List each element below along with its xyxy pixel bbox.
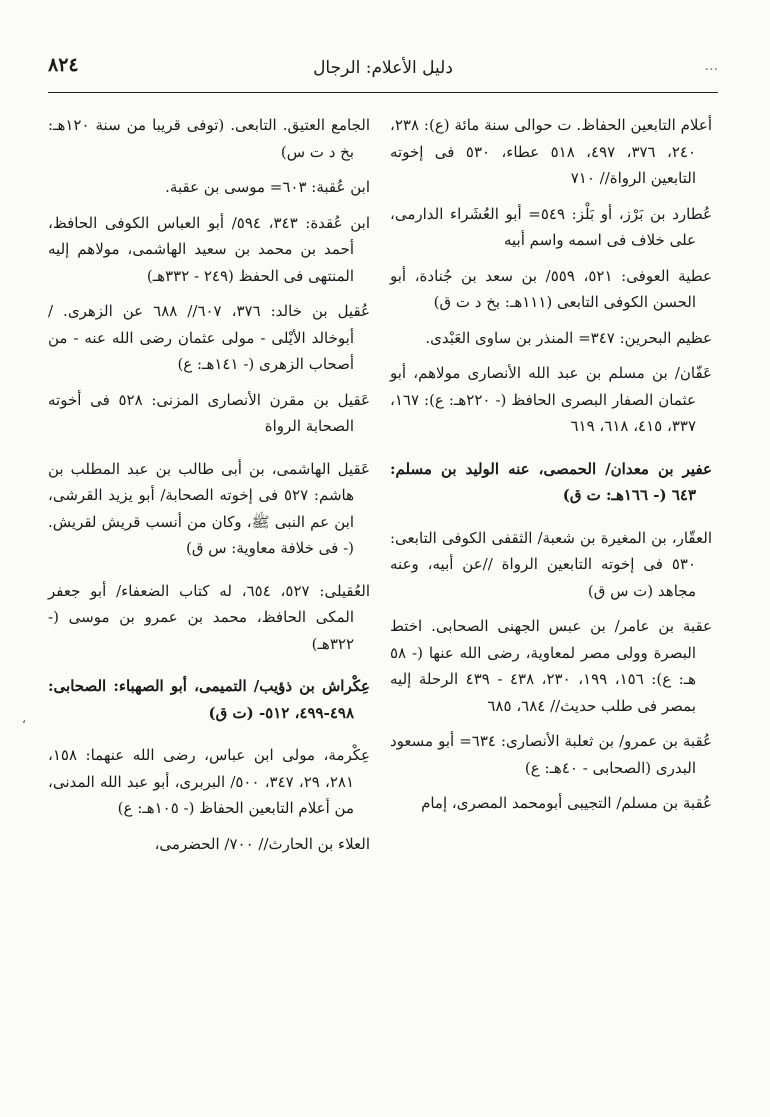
left-column: [48, 112, 370, 866]
index-entry: عطية العوفى: ٥٢١، ٥٥٩/ بن سعد بن جُنادة، أبو الحسن الكوفى التابعى (١١١هـ: بخ د ت ق): [390, 266, 712, 311]
margin-mark: ،: [22, 712, 26, 726]
index-entry: عِكْراش بن ذؤيب/ التميمى، أبو الصهباء: الصحابى: ٤٩٨-٤٩٩، ٥١٢- (ت ق): [48, 677, 370, 722]
index-entry: العلاء بن الحارث// ٧٠٠/ الحضرمى،: [154, 834, 370, 853]
index-entry: العُقيلى: ٥٢٧، ٦٥٤، له كتاب الضعفاء/ أبو جعفر المكى الحافظ، محمد بن عمرو بن موسى (- ٣٢٢هـ): [48, 581, 370, 653]
index-entry: عفير بن معدان/ الحمصى، عنه الوليد بن مسلم: ٦٤٣ (- ١٦٦هـ: ت ق): [390, 459, 712, 504]
index-entry: الجامع العتيق. التابعى. (توفى قريبا من سنة ١٢٠هـ: بخ د ت س): [48, 116, 370, 161]
index-entry: عَقيل بن مقرن الأنصارى المزنى: ٥٢٨ فى أخوته الصحابة الرواة: [48, 390, 370, 435]
index-entry: عُقبة بن مسلم/ التجيبى أبومحمد المصرى، إمام: [421, 794, 712, 812]
index-entry: عظيم البحرين: ٣٤٧= المنذر بن ساوى العَبْدى.: [425, 328, 712, 347]
header-rule: [48, 92, 718, 93]
right-column: [390, 112, 712, 826]
page-header: [48, 48, 718, 92]
index-entry: ابن عُقبة: ٦٠٣= موسى بن عقبة.: [165, 178, 370, 196]
index-entry: عَفّان/ بن مسلم بن عبد الله الأنصارى مولاهم، أبو عثمان الصفار البصرى الحافظ (- ٢٢٠هـ: ع): ١٦٧، ٣٣٧، ٤١٥، ٦١٨، ٦١٩: [390, 364, 712, 435]
running-title: دليل الأعلام: الرجال: [313, 58, 453, 78]
index-entry: عُطارد بن بَرْز، أو بَلْز: ٥٤٩= أبو العُشَراء الدارمى، على خلاف فى اسمه واسم أبيه: [390, 204, 712, 249]
index-entry: عِكْرمة، مولى ابن عباس، رضى الله عنهما: ١٥٨، ٢٨١، ٢٩، ٣٤٧، ٥٠٠/ البربرى، أبو عبد الله المدنى، من أعلام التابعين الحفاظ (- ١٠٥هـ: ع): [48, 746, 370, 817]
corner-mark: ...: [704, 58, 718, 74]
index-entry: العقّار، بن المغيرة بن شعبة/ الثقفى الكوفى التابعى: ٥٣٠ فى إخوته التابعين الرواة //عن أبيه، وعنه مجاهد (ت س ق): [390, 528, 712, 600]
index-entry: عَقيل الهاشمى، بن أبى طالب بن عبد المطلب بن هاشم: ٥٢٧ فى إخوته الصحابة/ أبو يزيد القرشى، ابن عم النبى ﷺ، وكان من أنسب قريش لقريش. (- فى خلافة معاوية: س ق): [48, 459, 370, 557]
index-entry: عقبة بن عامر/ بن عبس الجهنى الصحابى. اختط البصرة وولى مصر لمعاوية، رضى الله عنها (- ٥٨ هـ: ع): ١٥٦، ١٩٩، ٢٣٠، ٤٣٨ - ٤٣٩ الرحلة إليه بمصر فى طلب حديث// ٦٨٤، ٦٨٥: [390, 617, 712, 715]
index-entry: ابن عُقدة: ٣٤٣، ٥٩٤/ أبو العباس الكوفى الحافظ، أحمد بن محمد بن سعيد الهاشمى، مولاهم إليه المنتهى فى الحفظ (٢٤٩ - ٣٣٢هـ): [48, 213, 370, 285]
index-entry: أعلام التابعين الحفاظ. ت حوالى سنة مائة (ع): ٢٣٨، ٢٤٠، ٣٧٦، ٤٩٧، ٥١٨ عطاء، ٥٣٠ فى إخوته التابعين الرواة// ٧١٠: [390, 116, 712, 187]
index-entry: عُقبة بن عمرو/ بن ثعلبة الأنصارى: ٦٣٤= أبو مسعود البدرى (الصحابى - ٤٠هـ: ع): [390, 732, 712, 777]
index-entry: عُقيل بن خالد: ٣٧٦، ٦٠٧// ٦٨٨ عن الزهرى. /أبوخالد الأيْلى - مولى عثمان رضى الله عنه - من أصحاب الزهرى (- ١٤١هـ: ع): [48, 302, 370, 373]
page-number: ٨٢٤: [48, 54, 79, 76]
